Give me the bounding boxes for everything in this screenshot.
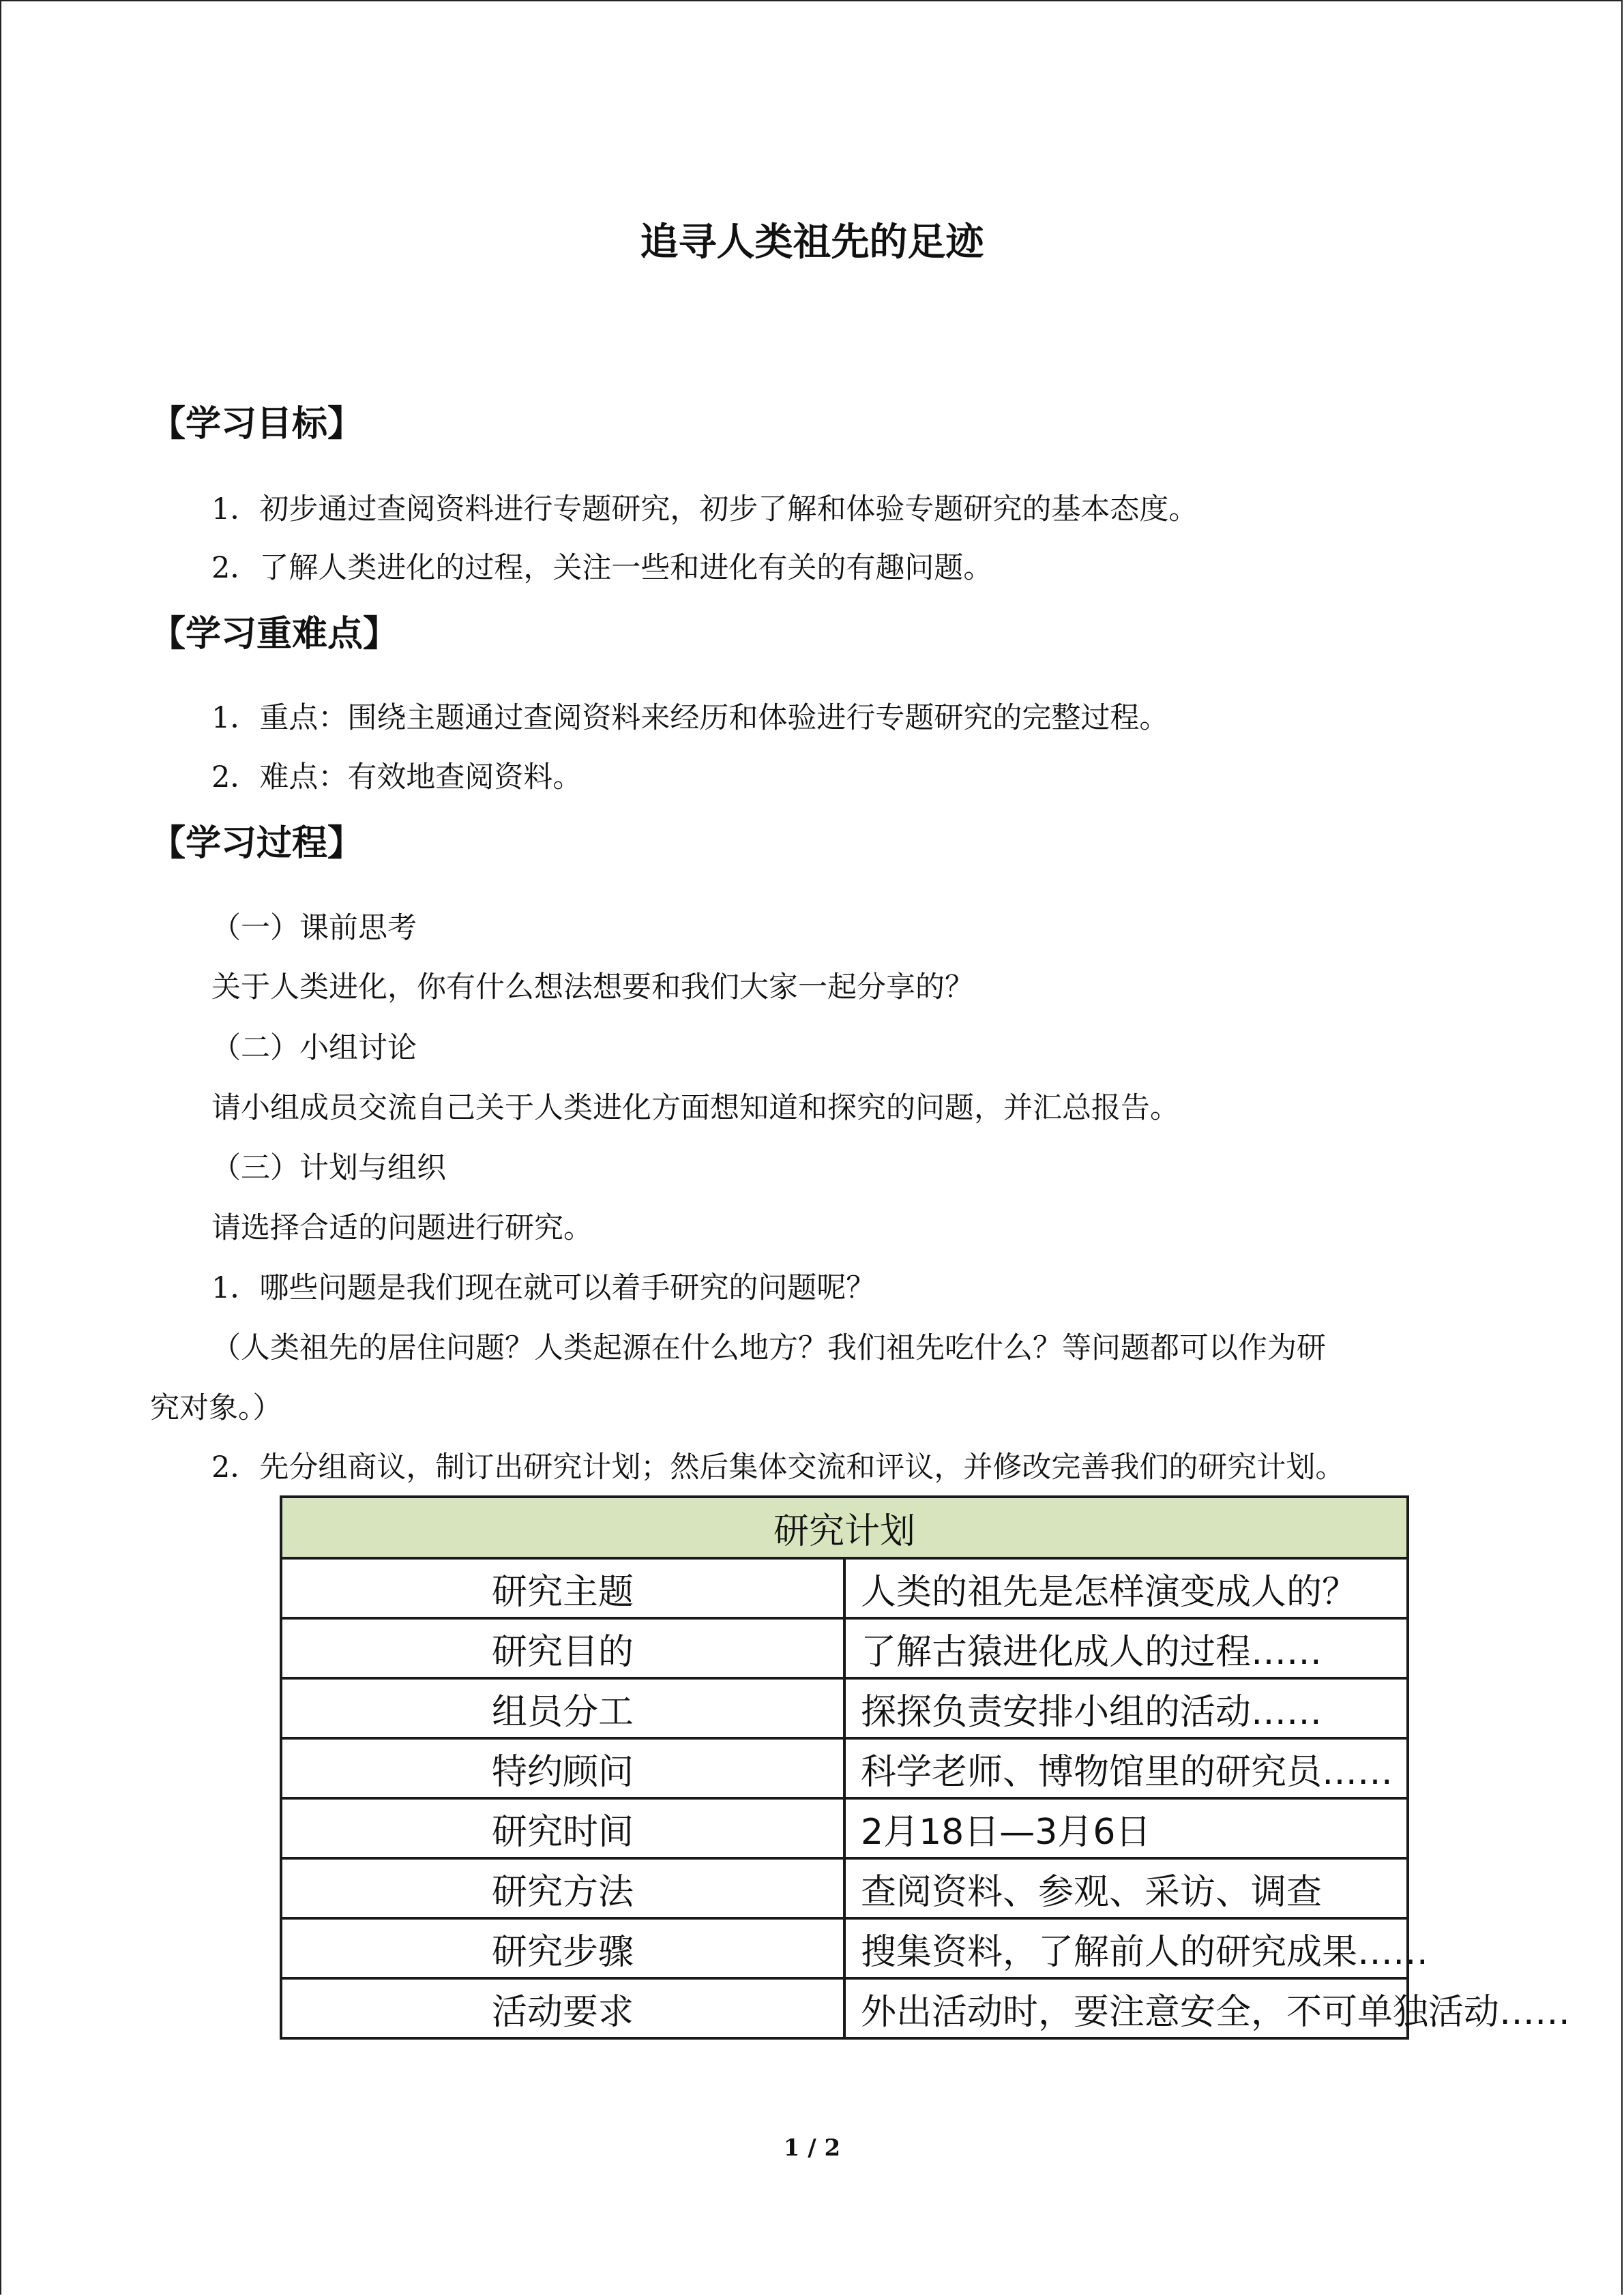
table-row xyxy=(281,1858,1408,1918)
page-title: 追寻人类祖先的足迹 xyxy=(640,220,984,265)
table-row xyxy=(281,1678,1408,1738)
row-label: 活动要求 xyxy=(281,1978,844,2038)
heading-key-points: 【学习重难点】 xyxy=(150,613,399,655)
table-header-row xyxy=(281,1497,1408,1558)
row-label: 组员分工 xyxy=(281,1678,844,1738)
process-paragraph: （人类祖先的居住问题？人类起源在什么地方？我们祖先吃什么？等问题都可以作为研 xyxy=(211,1331,1326,1365)
row-value: 外出活动时，要注意安全，不可单独活动…… xyxy=(844,1978,1408,2038)
process-paragraph: 关于人类进化，你有什么想法想要和我们大家一起分享的？ xyxy=(211,970,974,1004)
row-label: 特约顾问 xyxy=(281,1738,844,1798)
key-point-item: 2．难点：有效地查阅资料。 xyxy=(211,760,582,794)
process-paragraph: 请选择合适的问题进行研究。 xyxy=(211,1211,593,1245)
key-point-item: 1．重点：围绕主题通过查阅资料来经历和体验进行专题研究的完整过程。 xyxy=(211,701,1169,735)
process-subheading: （一）课前思考 xyxy=(211,911,417,945)
process-paragraph: 请小组成员交流自己关于人类进化方面想知道和探究的问题，并汇总报告。 xyxy=(211,1091,1179,1125)
table-row xyxy=(281,1798,1408,1858)
row-value: 人类的祖先是怎样演变成人的？ xyxy=(844,1558,1408,1618)
objective-item: 2．了解人类进化的过程，关注一些和进化有关的有趣问题。 xyxy=(211,551,993,585)
row-label: 研究方法 xyxy=(281,1858,844,1918)
page-number: 1 / 2 xyxy=(783,2134,841,2162)
row-value: 查阅资料、参观、采访、调查 xyxy=(844,1858,1408,1918)
process-paragraph: 究对象。） xyxy=(150,1391,282,1425)
row-value: 2月18日—3月6日 xyxy=(844,1798,1408,1858)
row-value: 科学老师、博物馆里的研究员…… xyxy=(844,1738,1408,1798)
process-subheading: （二）小组讨论 xyxy=(211,1031,417,1065)
row-label: 研究主题 xyxy=(281,1558,844,1618)
row-value: 搜集资料，了解前人的研究成果…… xyxy=(844,1918,1408,1978)
table-row xyxy=(281,1558,1408,1618)
row-label: 研究时间 xyxy=(281,1798,844,1858)
objective-item: 1．初步通过查阅资料进行专题研究，初步了解和体验专题研究的基本态度。 xyxy=(211,492,1198,526)
table-row xyxy=(281,1738,1408,1798)
table-header: 研究计划 xyxy=(281,1497,1408,1558)
process-question: 1．哪些问题是我们现在就可以着手研究的问题呢？ xyxy=(211,1271,876,1305)
table-row xyxy=(281,1918,1408,1978)
row-value: 探探负责安排小组的活动…… xyxy=(844,1678,1408,1738)
heading-objectives: 【学习目标】 xyxy=(150,403,364,445)
row-value: 了解古猿进化成人的过程…… xyxy=(844,1618,1408,1678)
process-subheading: （三）计划与组织 xyxy=(211,1151,446,1185)
row-label: 研究目的 xyxy=(281,1618,844,1678)
table-row xyxy=(281,1978,1408,2038)
process-question: 2．先分组商议，制订出研究计划；然后集体交流和评议，并修改完善我们的研究计划。 xyxy=(211,1450,1345,1485)
research-plan-table xyxy=(280,1495,1571,2040)
row-label: 研究步骤 xyxy=(281,1918,844,1978)
table-row xyxy=(281,1618,1408,1678)
heading-process: 【学习过程】 xyxy=(150,822,364,864)
